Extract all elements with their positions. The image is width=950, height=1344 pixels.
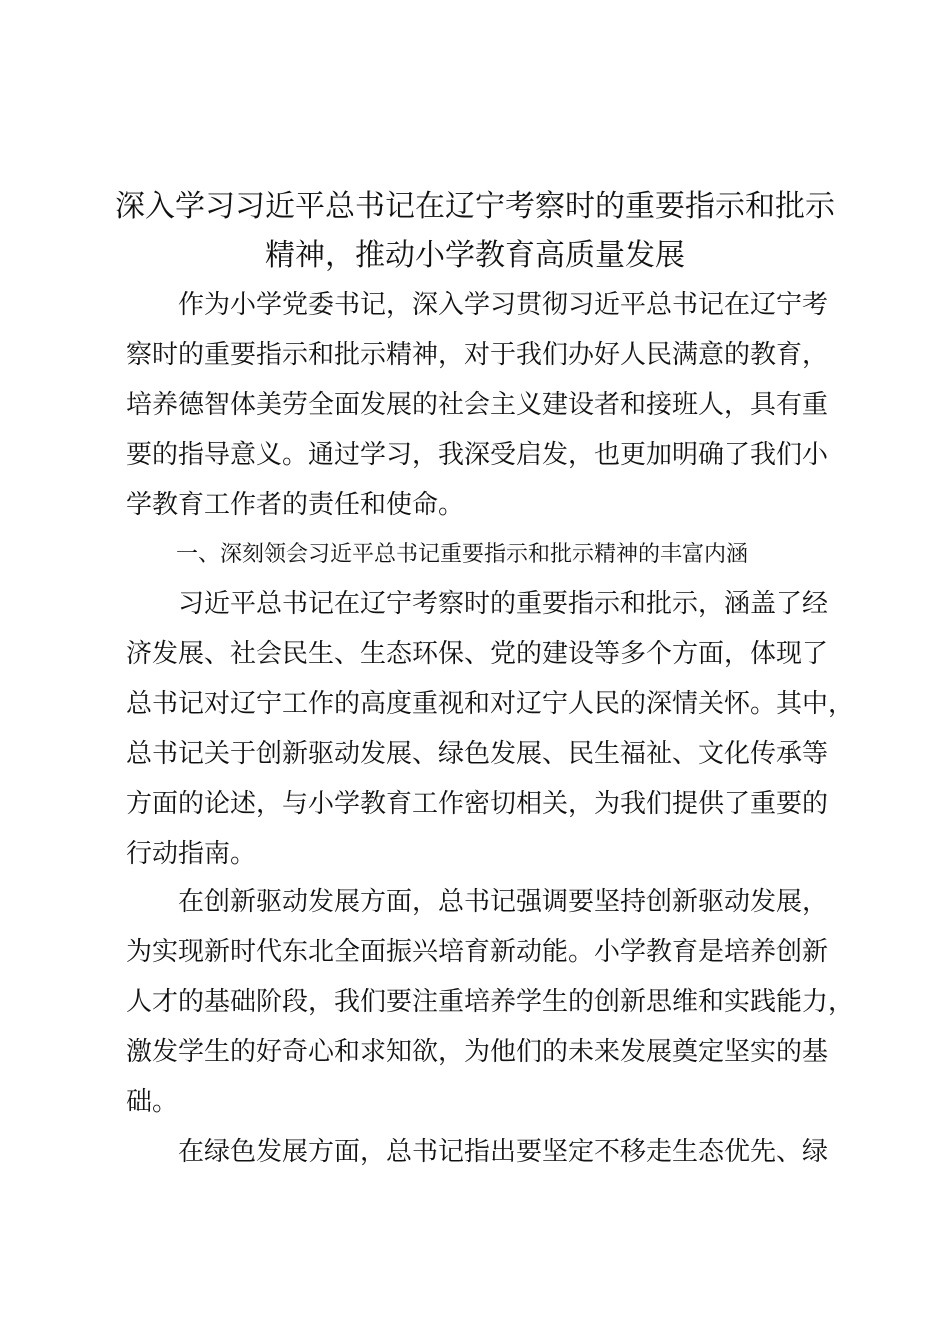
- paragraph-4-line-1: 在绿色发展方面，总书记指出要坚定不移走生态优先、绿: [178, 1137, 829, 1167]
- paragraph-2-line-2: 济发展、社会民生、生态环保、党的建设等多个方面，体现了: [126, 639, 829, 669]
- paragraph-2-line-5: 方面的论述，与小学教育工作密切相关，为我们提供了重要的: [126, 789, 829, 819]
- document-title-line-1: 深入学习习近平总书记在辽宁考察时的重要指示和批示: [115, 189, 835, 224]
- paragraph-1-line-5: 学教育工作者的责任和使命。: [126, 490, 465, 520]
- paragraph-1-line-2: 察时的重要指示和批示精神，对于我们办好人民满意的教育，: [126, 340, 829, 370]
- paragraph-2-line-6: 行动指南。: [126, 839, 257, 869]
- section-1-heading: 一、深刻领会习近平总书记重要指示和批示精神的丰富内涵: [176, 542, 749, 567]
- document-title-line-2: 精神，推动小学教育高质量发展: [265, 238, 685, 273]
- paragraph-3-line-4: 激发学生的好奇心和求知欲，为他们的未来发展奠定坚实的基: [126, 1037, 829, 1067]
- paragraph-2-line-3: 总书记对辽宁工作的高度重视和对辽宁人民的深情关怀。其中，: [126, 689, 855, 719]
- paragraph-1-line-4: 要的指导意义。通过学习，我深受启发，也更加明确了我们小: [126, 440, 829, 470]
- paragraph-3-line-3: 人才的基础阶段，我们要注重培养学生的创新思维和实践能力，: [126, 987, 855, 1017]
- paragraph-3-line-2: 为实现新时代东北全面振兴培育新动能。小学教育是培养创新: [126, 937, 829, 967]
- paragraph-1-line-3: 培养德智体美劳全面发展的社会主义建设者和接班人，具有重: [126, 390, 829, 420]
- paragraph-3-line-5: 础。: [126, 1087, 179, 1117]
- paragraph-1-line-1: 作为小学党委书记，深入学习贯彻习近平总书记在辽宁考: [178, 290, 829, 320]
- paragraph-3-line-1: 在创新驱动发展方面，总书记强调要坚持创新驱动发展，: [178, 887, 829, 917]
- paragraph-2-line-4: 总书记关于创新驱动发展、绿色发展、民生福祉、文化传承等: [126, 739, 829, 769]
- paragraph-2-line-1: 习近平总书记在辽宁考察时的重要指示和批示，涵盖了经: [178, 589, 829, 619]
